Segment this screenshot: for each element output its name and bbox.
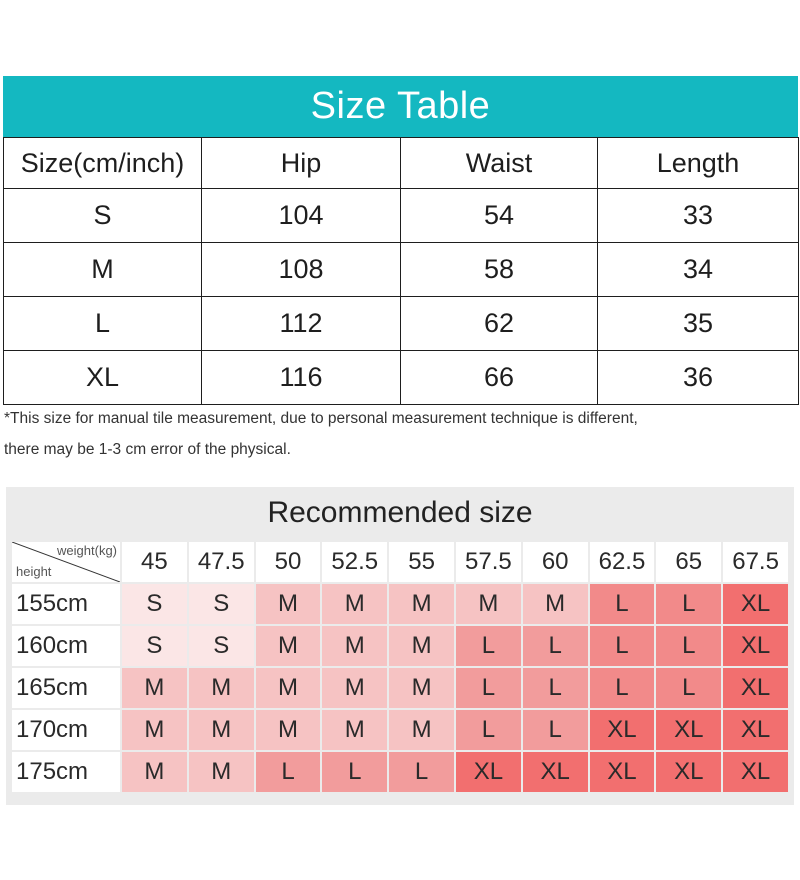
measurement-cell: 36 xyxy=(598,351,799,405)
size-table xyxy=(3,137,799,405)
measurement-cell: 108 xyxy=(202,243,401,297)
measurement-cell: 66 xyxy=(401,351,598,405)
recommended-size-cell: M xyxy=(122,752,187,792)
weight-header: 62.5 xyxy=(590,542,655,582)
height-label: 155cm xyxy=(12,584,120,624)
height-label: 170cm xyxy=(12,710,120,750)
measurement-note: *This size for manual tile measurement, due to personal measurement technique is different, xyxy=(4,410,638,427)
column-header: Length xyxy=(598,138,799,189)
measurement-cell: 116 xyxy=(202,351,401,405)
size-table-header xyxy=(4,138,799,189)
weight-header: 45 xyxy=(122,542,187,582)
measurement-cell: 62 xyxy=(401,297,598,351)
recommended-size-cell: M xyxy=(189,752,254,792)
height-label: 160cm xyxy=(12,626,120,666)
recommended-size-cell: M xyxy=(523,584,588,624)
weight-header: 47.5 xyxy=(189,542,254,582)
recommended-size-cell: XL xyxy=(656,752,721,792)
recommended-size-cell: M xyxy=(189,668,254,708)
recommended-size-cell: M xyxy=(389,626,454,666)
recommended-size-cell: XL xyxy=(456,752,521,792)
corner-cell xyxy=(12,542,120,582)
table-row xyxy=(4,351,799,405)
recommended-size-cell: L xyxy=(590,584,655,624)
recommended-size-cell: L xyxy=(656,626,721,666)
recommended-size-cell: L xyxy=(656,668,721,708)
measurement-note-2: there may be 1-3 cm error of the physical. xyxy=(4,441,291,458)
recommended-size-grid xyxy=(6,538,794,805)
weight-header: 67.5 xyxy=(723,542,788,582)
recommended-size-cell: M xyxy=(189,710,254,750)
table-row xyxy=(4,189,799,243)
recommended-size-cell: M xyxy=(322,584,387,624)
recommended-size-cell: M xyxy=(256,710,321,750)
table-row xyxy=(4,243,799,297)
measurement-cell: 58 xyxy=(401,243,598,297)
recommended-size-cell: S xyxy=(189,584,254,624)
recommended-size-cell: L xyxy=(322,752,387,792)
height-label: 165cm xyxy=(12,668,120,708)
size-label: M xyxy=(4,243,202,297)
recommended-size-cell: M xyxy=(389,710,454,750)
height-row xyxy=(12,584,788,624)
recommended-size-cell: L xyxy=(456,626,521,666)
recommended-size-cell: M xyxy=(389,584,454,624)
recommended-size-cell: L xyxy=(389,752,454,792)
weight-header: 57.5 xyxy=(456,542,521,582)
weight-header: 60 xyxy=(523,542,588,582)
measurement-cell: 104 xyxy=(202,189,401,243)
recommended-size-cell: XL xyxy=(723,668,788,708)
weight-header: 52.5 xyxy=(322,542,387,582)
weight-header: 55 xyxy=(389,542,454,582)
recommended-size-cell: XL xyxy=(723,584,788,624)
column-header: Size(cm/inch) xyxy=(4,138,202,189)
recommended-size-cell: S xyxy=(122,584,187,624)
recommended-size-cell: XL xyxy=(523,752,588,792)
measurement-cell: 112 xyxy=(202,297,401,351)
recommended-size-cell: M xyxy=(256,584,321,624)
size-label: S xyxy=(4,189,202,243)
recommended-size-cell: L xyxy=(456,710,521,750)
recommended-size-cell: XL xyxy=(723,626,788,666)
weight-header: 50 xyxy=(256,542,321,582)
recommended-size-cell: L xyxy=(523,626,588,666)
recommended-size-cell: M xyxy=(256,668,321,708)
recommended-size-cell: L xyxy=(656,584,721,624)
recommended-size-cell: L xyxy=(523,668,588,708)
recommended-size-cell: XL xyxy=(590,710,655,750)
weight-header: 65 xyxy=(656,542,721,582)
weight-axis-label: weight(kg) xyxy=(57,543,117,558)
recommended-size-cell: XL xyxy=(723,710,788,750)
height-row xyxy=(12,626,788,666)
size-label: L xyxy=(4,297,202,351)
height-row xyxy=(12,710,788,750)
measurement-cell: 33 xyxy=(598,189,799,243)
height-row xyxy=(12,668,788,708)
recommended-size-title: Recommended size xyxy=(6,487,794,538)
recommended-size-cell: M xyxy=(122,710,187,750)
recommended-size-cell: L xyxy=(590,626,655,666)
recommended-size-cell: L xyxy=(456,668,521,708)
recommended-size-cell: M xyxy=(322,668,387,708)
recommended-size-cell: XL xyxy=(656,710,721,750)
table-row xyxy=(4,297,799,351)
recommended-size-cell: M xyxy=(322,626,387,666)
recommended-size-cell: M xyxy=(256,626,321,666)
recommended-size-cell: M xyxy=(389,668,454,708)
size-label: XL xyxy=(4,351,202,405)
measurement-cell: 34 xyxy=(598,243,799,297)
weight-header-row xyxy=(12,542,788,582)
height-axis-label: height xyxy=(16,564,52,579)
recommended-size-cell: S xyxy=(122,626,187,666)
recommended-size-cell: XL xyxy=(590,752,655,792)
recommended-size-cell: XL xyxy=(723,752,788,792)
measurement-cell: 35 xyxy=(598,297,799,351)
recommended-table xyxy=(10,540,790,794)
recommended-size-cell: L xyxy=(256,752,321,792)
recommended-size-cell: M xyxy=(456,584,521,624)
measurement-cell: 54 xyxy=(401,189,598,243)
size-table-title: Size Table xyxy=(3,76,798,137)
height-label: 175cm xyxy=(12,752,120,792)
recommended-size-cell: L xyxy=(590,668,655,708)
recommended-size-cell: M xyxy=(122,668,187,708)
column-header: Waist xyxy=(401,138,598,189)
recommended-size-cell: S xyxy=(189,626,254,666)
height-row xyxy=(12,752,788,792)
column-header: Hip xyxy=(202,138,401,189)
recommended-size-cell: M xyxy=(322,710,387,750)
recommended-size-cell: L xyxy=(523,710,588,750)
